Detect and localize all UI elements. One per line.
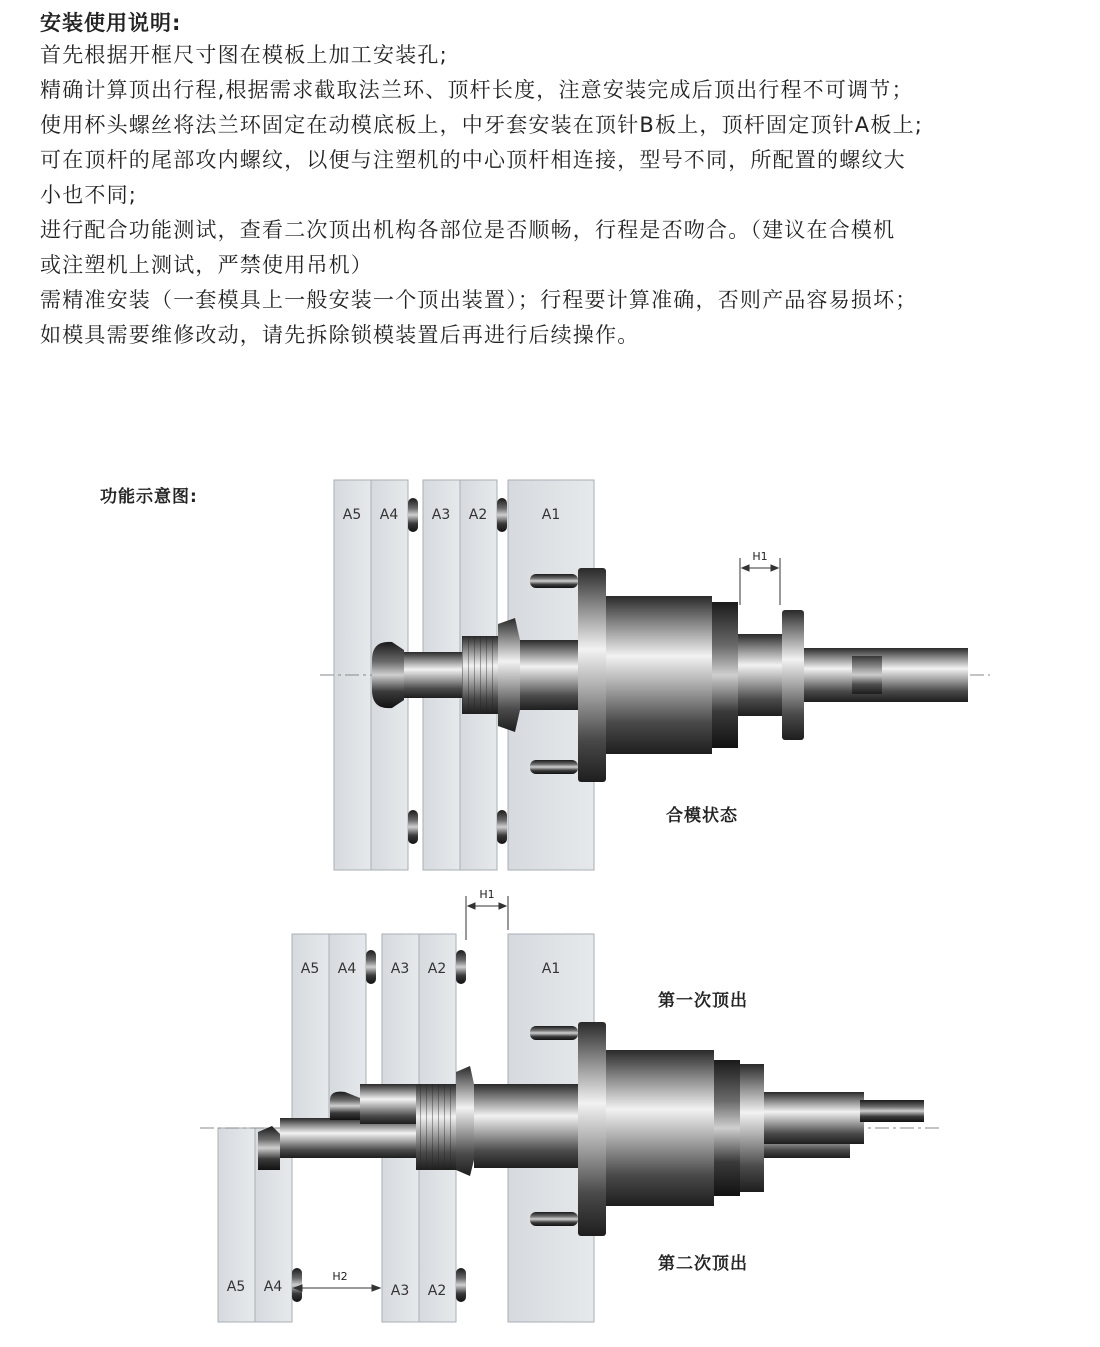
state-label-first: 第一次顶出 [658,991,748,1011]
plate-label: A2 [427,1283,447,1299]
plate-label: A3 [390,961,410,977]
instruction-line: 或注塑机上测试，严禁使用吊机） [40,253,373,277]
ejection-state-diagram [200,896,940,1322]
instruction-line: 需精准安装（一套模具上一般安装一个顶出装置）；行程要计算准确，否则产品容易损坏； [40,288,918,312]
instructions-title: 安装使用说明: [40,11,182,35]
instruction-line: 精确计算顶出行程,根据需求截取法兰环、顶杆长度，注意安装完成后顶出行程不可调节； [40,78,914,102]
plate-label: A4 [263,1279,283,1295]
figure-title: 功能示意图: [100,487,198,507]
plate-label: A1 [541,507,561,523]
plate-label: A5 [226,1279,246,1295]
state-label-second: 第二次顶出 [658,1254,748,1274]
dimension-label: H2 [332,1270,348,1283]
instruction-line: 小也不同; [40,183,138,207]
state-label-closed: 合模状态 [666,806,738,826]
plate-label: A2 [468,507,488,523]
instruction-line: 可在顶杆的尾部攻内螺纹，以便与注塑机的中心顶杆相连接，型号不同，所配置的螺纹大 [40,148,906,172]
closed-state-diagram [320,480,990,870]
plate-label: A3 [431,507,451,523]
instruction-line: 使用杯头螺丝将法兰环固定在动模底板上，中牙套安装在顶针B板上，顶杆固定顶针A板上; [40,113,924,137]
instruction-line: 首先根据开框尺寸图在模板上加工安装孔; [40,43,448,67]
plate-label: A4 [337,961,357,977]
plate-label: A5 [342,507,362,523]
dimension-label: H1 [479,888,495,901]
plate-label: A2 [427,961,447,977]
plate-label: A4 [379,507,399,523]
instruction-line: 如模具需要维修改动，请先拆除锁模装置后再进行后续操作。 [40,323,640,347]
instruction-line: 进行配合功能测试，查看二次顶出机构各部位是否顺畅，行程是否吻合。（建议在合模机 [40,218,896,242]
dimension-label: H1 [752,550,768,563]
plate-label: A5 [300,961,320,977]
plate-label: A1 [541,961,561,977]
plate-label: A3 [390,1283,410,1299]
